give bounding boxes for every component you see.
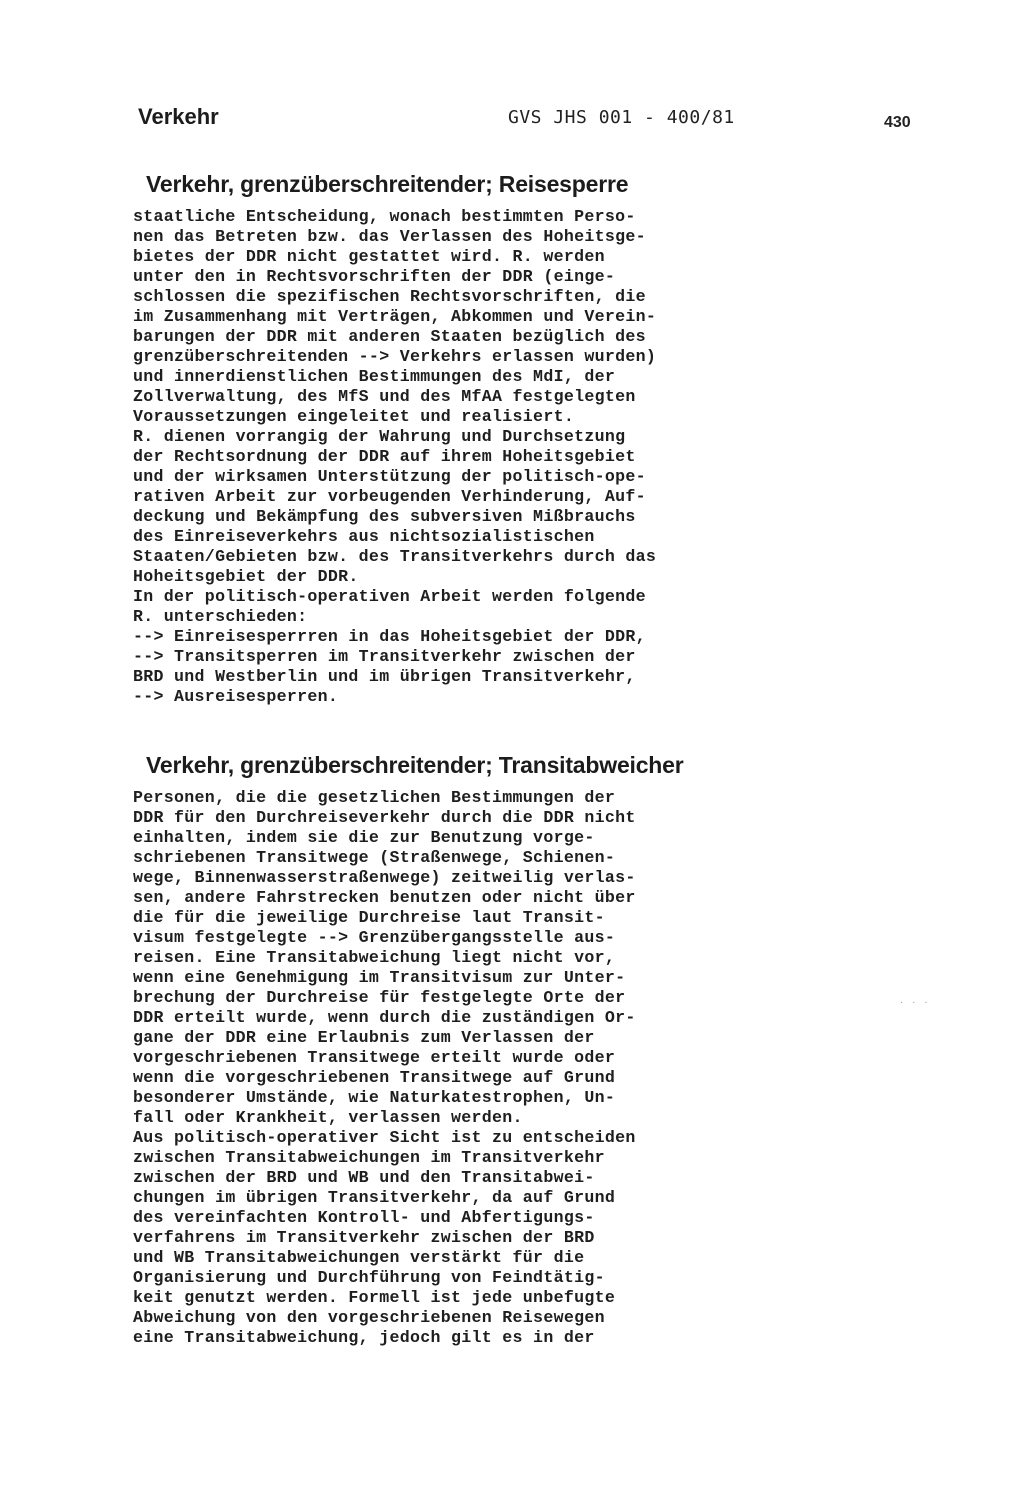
text-line: grenzüberschreitenden --> Verkehrs erlassen wurden) xyxy=(133,347,657,366)
text-line: Aus politisch-operativer Sicht ist zu entscheiden xyxy=(133,1128,636,1147)
text-line: R. dienen vorrangig der Wahrung und Durchsetzung xyxy=(133,427,626,446)
text-line: bietes der DDR nicht gestattet wird. R. werden xyxy=(133,247,605,266)
text-line: In der politisch-operativen Arbeit werden folgende xyxy=(133,587,646,606)
text-line: DDR erteilt wurde, wenn durch die zuständigen Or- xyxy=(133,1008,636,1027)
text-line: Zollverwaltung, des MfS und des MfAA festgelegten xyxy=(133,387,636,406)
text-line: vorgeschriebenen Transitwege erteilt wurde oder xyxy=(133,1048,616,1067)
text-line: DDR für den Durchreiseverkehr durch die DDR nicht xyxy=(133,808,636,827)
text-line: wenn die vorgeschriebenen Transitwege auf Grund xyxy=(133,1068,616,1087)
text-line: sen, andere Fahrstrecken benutzen oder nicht über xyxy=(133,888,636,907)
text-line: staatliche Entscheidung, wonach bestimmten Perso- xyxy=(133,207,636,226)
text-line: des vereinfachten Kontroll- und Abfertigungs- xyxy=(133,1208,595,1227)
text-line: im Zusammenhang mit Verträgen, Abkommen und Verein- xyxy=(133,307,657,326)
text-line: zwischen Transitabweichungen im Transitverkehr xyxy=(133,1148,605,1167)
text-line: nen das Betreten bzw. das Verlassen des Hoheitsge- xyxy=(133,227,646,246)
text-line: brechung der Durchreise für festgelegte Orte der xyxy=(133,988,626,1007)
text-line: barungen der DDR mit anderen Staaten bezüglich des xyxy=(133,327,646,346)
entry-body-reisesperre xyxy=(133,207,783,707)
text-line: die für die jeweilige Durchreise laut Transit- xyxy=(133,908,605,927)
text-line: schlossen die spezifischen Rechtsvorschriften, die xyxy=(133,287,646,306)
text-line: und innerdienstlichen Bestimmungen des MdI, der xyxy=(133,367,616,386)
section-header: Verkehr xyxy=(138,104,219,129)
text-line: Personen, die die gesetzlichen Bestimmungen der xyxy=(133,788,616,807)
text-line: Organisierung und Durchführung von Feindtätig- xyxy=(133,1268,605,1287)
text-line: visum festgelegte --> Grenzübergangsstelle aus- xyxy=(133,928,616,947)
text-line: --> Transitsperren im Transitverkehr zwischen der xyxy=(133,647,636,666)
text-line: --> Ausreisesperren. xyxy=(133,687,339,706)
text-line: besonderer Umstände, wie Naturkatestrophen, Un- xyxy=(133,1088,616,1107)
text-line: Staaten/Gebieten bzw. des Transitverkehrs durch das xyxy=(133,547,657,566)
text-line: reisen. Eine Transitabweichung liegt nicht vor, xyxy=(133,948,616,967)
text-line: R. unterschieden: xyxy=(133,607,308,626)
text-line: eine Transitabweichung, jedoch gilt es in der xyxy=(133,1328,595,1347)
text-line: fall oder Krankheit, verlassen werden. xyxy=(133,1108,523,1127)
text-line: Abweichung von den vorgeschriebenen Reisewegen xyxy=(133,1308,605,1327)
text-line: verfahrens im Transitverkehr zwischen der BRD xyxy=(133,1228,595,1247)
text-line: des Einreiseverkehrs aus nichtsozialistischen xyxy=(133,527,595,546)
text-line: Hoheitsgebiet der DDR. xyxy=(133,567,359,586)
text-line: einhalten, indem sie die zur Benutzung vorge- xyxy=(133,828,595,847)
text-line: keit genutzt werden. Formell ist jede unbefugte xyxy=(133,1288,616,1307)
entry-title-reisesperre: Verkehr, grenzüberschreitender; Reisesperre xyxy=(146,171,629,197)
text-line: Voraussetzungen eingeleitet und realisiert. xyxy=(133,407,575,426)
page-number: 430 xyxy=(884,114,911,131)
text-line: der Rechtsordnung der DDR auf ihrem Hoheitsgebiet xyxy=(133,447,636,466)
text-line: und der wirksamen Unterstützung der politisch-ope- xyxy=(133,467,646,486)
text-line: schriebenen Transitwege (Straßenwege, Schienen- xyxy=(133,848,616,867)
document-code: GVS JHS 001 - 400/81 xyxy=(508,107,735,128)
text-line: gane der DDR eine Erlaubnis zum Verlassen der xyxy=(133,1028,595,1047)
text-line: BRD und Westberlin und im übrigen Transitverkehr, xyxy=(133,667,636,686)
text-line: zwischen der BRD und WB und den Transitabwei- xyxy=(133,1168,595,1187)
entry-body-transitabweicher xyxy=(133,788,783,1348)
scan-specks: · · · xyxy=(900,997,931,1008)
text-line: unter den in Rechtsvorschriften der DDR (einge- xyxy=(133,267,616,286)
text-line: rativen Arbeit zur vorbeugenden Verhinderung, Auf- xyxy=(133,487,646,506)
text-line: chungen im übrigen Transitverkehr, da auf Grund xyxy=(133,1188,616,1207)
text-line: --> Einreisesperrren in das Hoheitsgebiet der DDR, xyxy=(133,627,646,646)
text-line: und WB Transitabweichungen verstärkt für die xyxy=(133,1248,585,1267)
text-line: wege, Binnenwasserstraßenwege) zeitweilig verlas- xyxy=(133,868,636,887)
text-line: wenn eine Genehmigung im Transitvisum zur Unter- xyxy=(133,968,626,987)
entry-title-transitabweicher: Verkehr, grenzüberschreitender; Transitabweicher xyxy=(146,752,684,778)
text-line: deckung und Bekämpfung des subversiven Mißbrauchs xyxy=(133,507,636,526)
